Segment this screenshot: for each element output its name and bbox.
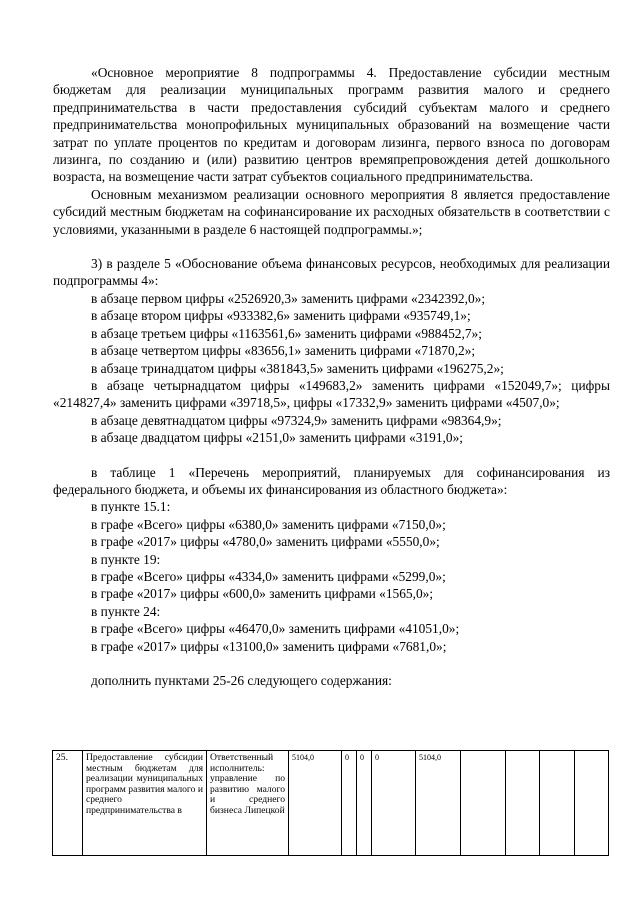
paragraph-mechanism: Основным механизмом реализации основного мероприятия 8 является предоставление субсидий местным бюджетам на софинансирование их расходных обязательств в соответствии с условиями, указанными в разделе 6 настоящей подпрограммы.»; — [53, 186, 610, 237]
paragraph-main-event-8: «Основное мероприятие 8 подпрограммы 4. Предоставление субсидии местным бюджетам для реализации муниципальных программ развития малого и среднего предпринимательства в части предоставления субсидий субъектам малого и среднего предпринимательства монопрофильных муниципальных образований на возмещение части затрат по уплате процентов по кредитам и договорам лизинга, первого взноса по договорам лизинга, по созданию и (или) развитию центров времяпрепровождения детей дошкольного возраста, на возмещение части затрат субъектов социального предпринимательства. — [53, 65, 610, 185]
cell-value-4: 5104,0 — [416, 751, 461, 856]
document-body — [53, 64, 610, 689]
cell-empty-4 — [575, 751, 609, 856]
paragraph-abzac-19: в абзаце девятнадцатом цифры «97324,9» заменить цифрами «98364,9»; — [91, 412, 502, 428]
paragraph-abzac-3: в абзаце третьем цифры «1163561,6» заменить цифрами «988452,7»; — [91, 325, 482, 341]
paragraph-19-2017: в графе «2017» цифры «600,0» заменить цифрами «1565,0»; — [91, 586, 434, 602]
measures-table — [52, 750, 609, 856]
paragraph-abzac-2: в абзаце втором цифры «933382,6» заменить цифрами «935749,1»; — [91, 308, 471, 324]
cell-empty-2 — [506, 751, 540, 856]
cell-total: 5104,0 — [289, 751, 342, 856]
paragraph-24-2017: в графе «2017» цифры «13100,0» заменить цифрами «7681,0»; — [91, 638, 447, 654]
paragraph-19-total: в графе «Всего» цифры «4334,0» заменить цифрами «5299,0»; — [91, 568, 446, 584]
cell-executor: Ответственный исполнитель: управление по развитию малого и среднего бизнеса Липецкой — [207, 751, 289, 856]
cell-value-1: 0 — [342, 751, 357, 856]
cell-value-2: 0 — [357, 751, 372, 856]
cell-value-3: 0 — [372, 751, 416, 856]
cell-empty-1 — [461, 751, 506, 856]
paragraph-abzac-20: в абзаце двадцатом цифры «2151,0» заменить цифрами «3191,0»; — [91, 430, 464, 446]
cell-measure-name: Предоставление субсидии местным бюджетам для реализации муниципальных программ развития малого и среднего предпринимательства в — [83, 751, 207, 856]
paragraph-15-1-2017: в графе «2017» цифры «4780,0» заменить цифрами «5550,0»; — [91, 534, 440, 550]
paragraph-table-1: в таблице 1 «Перечень мероприятий, планируемых для софинансирования из федерального бюджета, и объемы их финансирования из областного бюджета»: — [53, 464, 610, 497]
table-row — [53, 751, 609, 856]
paragraph-24-total: в графе «Всего» цифры «46470,0» заменить цифрами «41051,0»; — [91, 621, 460, 637]
paragraph-point-19: в пункте 19: — [91, 551, 161, 567]
paragraph-abzac-4: в абзаце четвертом цифры «83656,1» заменить цифрами «71870,2»; — [91, 343, 476, 359]
paragraph-add-points: дополнить пунктами 25-26 следующего содержания: — [91, 673, 392, 688]
paragraph-abzac-14: в абзаце четырнадцатом цифры «149683,2» заменить цифрами «152049,7»; цифры «214827,4» заменить цифрами «39718,5», цифры «17332,9» заменить цифрами «4507,0»; — [53, 377, 610, 411]
paragraph-abzac-1: в абзаце первом цифры «2526920,3» заменить цифрами «2342392,0»; — [91, 290, 486, 306]
paragraph-15-1-total: в графе «Всего» цифры «6380,0» заменить цифрами «7150,0»; — [91, 516, 446, 532]
paragraph-section-5: 3) в разделе 5 «Обоснование объема финансовых ресурсов, необходимых для реализации подпрограммы 4»: — [53, 256, 610, 289]
cell-number: 25. — [53, 751, 83, 856]
paragraph-point-15-1: в пункте 15.1: — [91, 499, 171, 515]
paragraph-abzac-13: в абзаце тринадцатом цифры «381843,5» заменить цифрами «196275,2»; — [91, 360, 504, 376]
paragraph-point-24: в пункте 24: — [91, 603, 161, 619]
cell-empty-3 — [540, 751, 575, 856]
